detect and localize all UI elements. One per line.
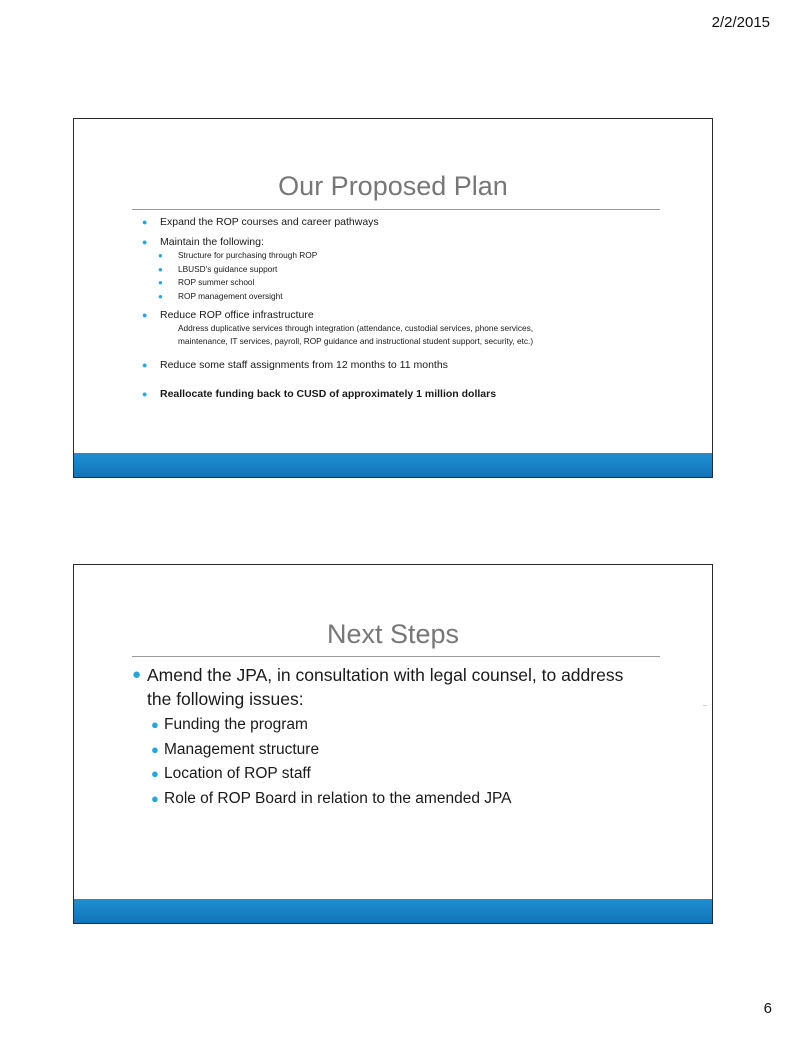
bullet-dot-icon: ● [142, 237, 148, 247]
sublist-item: ● ROP management oversight [140, 290, 672, 304]
list-item-text: Reallocate funding back to CUSD of approximately 1 million dollars [160, 388, 497, 400]
bullet-dot-icon: ● [151, 766, 159, 781]
item-detail: Address duplicative services through integration (attendance, custodial services, phone services, maintenance, IT services, payroll, ROP guidance and instructional student support, security, etc.) [178, 323, 534, 346]
title-divider [132, 656, 660, 657]
sublist [147, 713, 652, 811]
slide-footer-band [74, 899, 712, 923]
sublist-item: ● Structure for purchasing through ROP [140, 249, 672, 263]
sublist-item: ● ROP summer school [140, 276, 672, 290]
bullet-dot-icon: ● [142, 389, 148, 399]
list-item [140, 215, 672, 229]
sublist [140, 249, 672, 303]
bullet-dot-icon: ● [158, 278, 163, 287]
list-item-text: Expand the ROP courses and career pathways [160, 216, 379, 228]
bullet-dot-icon: ● [151, 790, 159, 806]
scan-artifact [703, 705, 707, 706]
title-divider [132, 209, 660, 210]
list-item-text: Reduce some staff assignments from 12 months to 11 months [160, 359, 448, 371]
bullet-dot-icon: ● [142, 217, 148, 227]
list-item-text: Amend the JPA, in consultation with legal counsel, to address the following issues: [147, 665, 624, 709]
sublist-item: ● Location of ROP staff [147, 762, 652, 787]
bullet-dot-icon: ● [132, 666, 142, 683]
list-item [140, 387, 672, 401]
bullet-list [140, 215, 672, 401]
bullet-dot-icon: ● [158, 264, 163, 274]
sublist-item: ● LBUSD's guidance support [140, 263, 672, 277]
bullet-dot-icon: ● [142, 310, 148, 320]
slide-title: Our Proposed Plan [278, 171, 508, 201]
sublist-item: ● Management structure [147, 738, 652, 763]
list-item [130, 663, 652, 811]
list-item [140, 235, 672, 249]
list-item [140, 308, 672, 348]
sublist-item: ● Role of ROP Board in relation to the amended JPA [147, 787, 652, 812]
sublist-wrapper [140, 249, 672, 303]
slide-proposed-plan [73, 118, 713, 478]
bullet-dot-icon: ● [142, 360, 148, 370]
bullet-dot-icon: ● [151, 741, 159, 757]
slide-footer-band [74, 453, 712, 477]
sublist-item: ● Funding the program [147, 713, 652, 738]
list-item [140, 358, 672, 372]
slide-next-steps [73, 564, 713, 924]
page-number: 6 [763, 1000, 772, 1017]
print-date: 2/2/2015 [711, 14, 770, 31]
slide-title: Next Steps [326, 619, 460, 649]
bullet-list [130, 663, 652, 811]
list-item-text: Maintain the following: [160, 236, 264, 248]
bullet-dot-icon: ● [151, 717, 159, 732]
bullet-dot-icon: ● [158, 291, 163, 301]
list-item-text: Reduce ROP office infrastructure [160, 309, 314, 321]
bullet-dot-icon: ● [158, 251, 163, 260]
